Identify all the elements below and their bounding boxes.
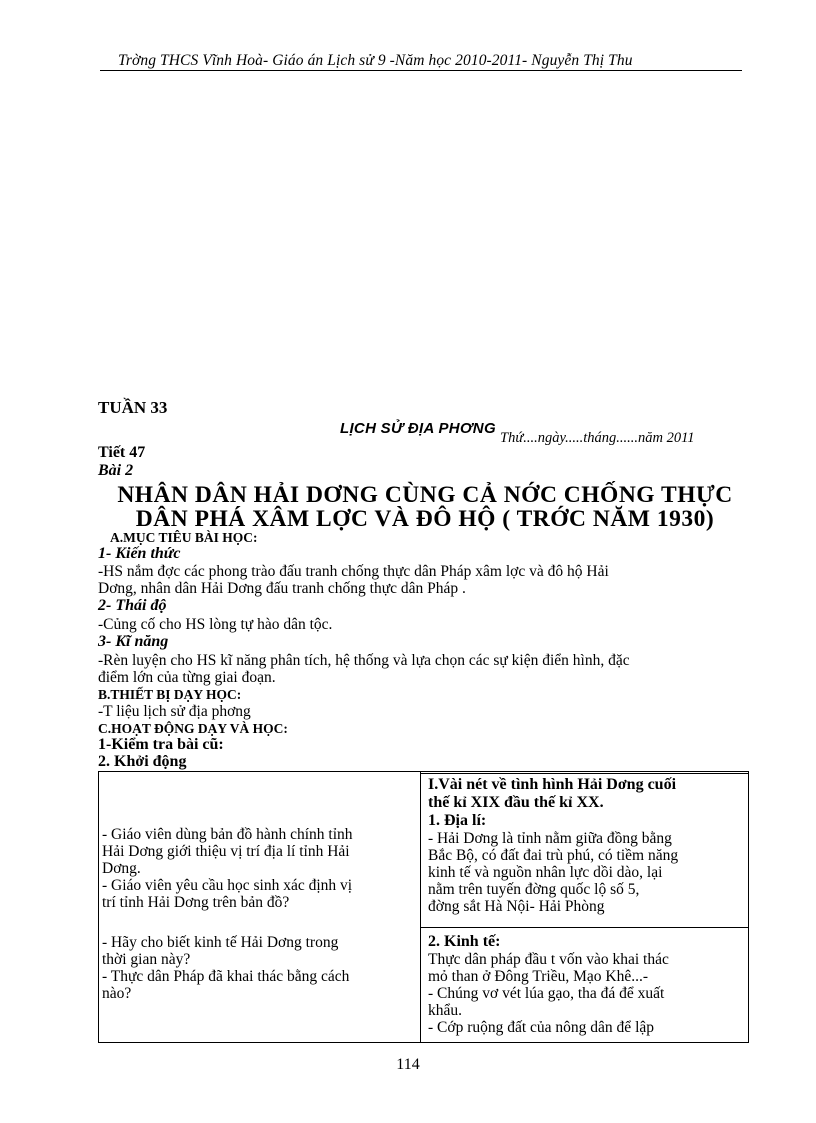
section-a-heading: A.MỤC TIÊU BÀI HỌC:	[110, 530, 258, 545]
skill-heading: 3- Kĩ năng	[98, 633, 169, 650]
knowledge-heading: 1- Kiến thức	[98, 545, 181, 562]
period-label: Tiết 47	[98, 444, 146, 461]
table-line: Hải Dơng giới thiệu vị trí địa lí tỉnh Hải	[102, 843, 350, 860]
table-line: Thực dân pháp đầu t vốn vào khai thác	[428, 951, 669, 968]
table-line: - Cớp ruộng đất của nông dân để lập	[428, 1019, 654, 1036]
table-row-divider	[420, 927, 749, 928]
content-block-1	[428, 776, 744, 915]
table-line: - Hải Dơng là tỉnh nằm giữa đồng bằng	[428, 830, 672, 847]
content-block-2	[428, 933, 744, 1036]
lesson-title-line-1: NHÂN DÂN HẢI DƠNG CÙNG CẢ NỚC CHỐNG THỰC	[117, 482, 733, 508]
table-line: - Hãy cho biết kinh tế Hải Dơng trong	[102, 934, 339, 951]
lesson-title	[100, 483, 750, 531]
skill-line-1: -Rèn luyện cho HS kĩ năng phân tích, hệ thống và lựa chọn các sự kiện điển hình, đặc	[98, 652, 630, 669]
attitude-line: -Củng cố cho HS lòng tự hào dân tộc.	[98, 616, 333, 633]
attitude-heading: 2- Thái độ	[98, 597, 167, 614]
economy-heading: 2. Kinh tế:	[428, 933, 501, 950]
knowledge-line-1: -HS nắm đợc các phong trào đấu tranh chống thực dân Pháp xâm lợc và đô hộ Hải	[98, 563, 609, 580]
section-c-heading: C.HOẠT ĐỘNG DẠY VÀ HỌC:	[98, 721, 288, 736]
table-column-divider	[420, 771, 421, 1043]
table-line: Bắc Bộ, có đất đai trù phú, có tiềm năng	[428, 847, 679, 864]
step-2-label: 2. Khởi động	[98, 753, 187, 770]
step-1-label: 1-Kiểm tra bài cũ:	[98, 736, 224, 753]
table-line: - Chúng vơ vét lúa gạo, tha đá để xuất	[428, 985, 665, 1002]
date-line: Thứ....ngày.....tháng......năm 2011	[500, 430, 695, 446]
lesson-title-line-2: DÂN PHÁ XÂM LỢC VÀ ĐÔ HỘ ( TRỚC NĂM 1930)	[135, 506, 715, 532]
table-line: nào?	[102, 985, 132, 1002]
header-rule	[100, 70, 742, 71]
knowledge-line-2: Dơng, nhân dân Hải Dơng đấu tranh chống thực dân Pháp .	[98, 580, 466, 597]
table-line: nằm trên tuyến đờng quốc lộ số 5,	[428, 881, 640, 898]
table-top-double-rule	[420, 771, 749, 774]
table-line: đờng sắt Hà Nội- Hải Phòng	[428, 898, 605, 915]
table-line: mỏ than ở Đông Triều, Mạo Khê...-	[428, 968, 649, 985]
right-heading-line-1: I.Vài nét về tình hình Hải Dơng cuối	[428, 776, 677, 793]
local-history-title: LỊCH SỬ ĐỊA PHƠNG	[340, 420, 496, 437]
week-label: TUẦN 33	[98, 398, 168, 417]
table-line: Dơng.	[102, 860, 141, 877]
table-line: khẩu.	[428, 1002, 463, 1019]
lesson-label: Bài 2	[98, 462, 134, 479]
geography-heading: 1. Địa lí:	[428, 812, 487, 829]
page-number: 114	[396, 1056, 420, 1073]
teacher-activity-2	[102, 934, 416, 1002]
table-line: thời gian này?	[102, 951, 191, 968]
page-header: Trờng THCS Vĩnh Hoà- Giáo án Lịch sử 9 -Năm học 2010-2011- Nguyễn Thị Thu	[118, 52, 633, 69]
section-b-heading: B.THIẾT BỊ DẠY HỌC:	[98, 687, 242, 702]
table-line: - Thực dân Pháp đã khai thác bằng cách	[102, 968, 350, 985]
table-line: trí tỉnh Hải Dơng trên bản đồ?	[102, 894, 290, 911]
section-b-item: -T liệu lịch sử địa phơng	[98, 703, 251, 720]
table-line: - Giáo viên yêu cầu học sinh xác định vị	[102, 877, 353, 894]
teacher-activity-1	[102, 826, 416, 911]
table-line: - Giáo viên dùng bản đồ hành chính tỉnh	[102, 826, 353, 843]
skill-line-2: điểm lớn của từng giai đoạn.	[98, 669, 276, 686]
table-line: kinh tế và nguồn nhân lực dồi dào, lại	[428, 864, 663, 881]
right-heading-line-2: thế kỉ XIX đầu thế kỉ XX.	[428, 794, 604, 811]
